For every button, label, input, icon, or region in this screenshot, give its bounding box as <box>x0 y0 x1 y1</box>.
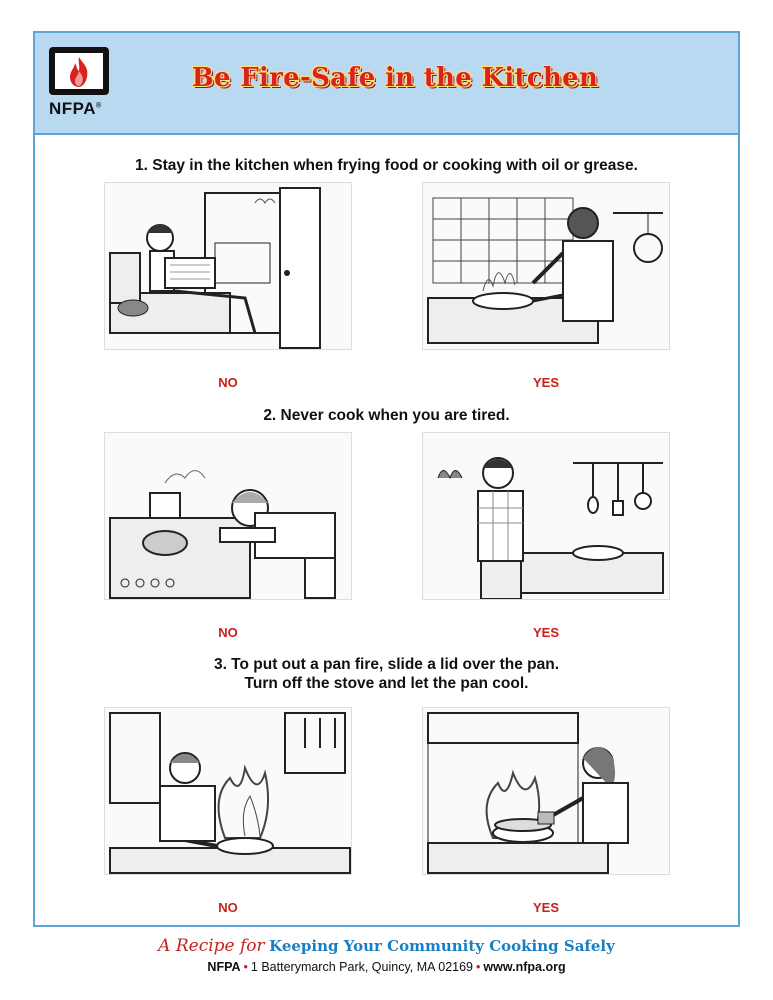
footer-tagline <box>0 936 773 956</box>
footer-tagline-text: Keeping Your Community Cooking Safely <box>269 937 615 955</box>
illustration-step2-yes <box>422 432 670 600</box>
header-banner <box>35 33 738 135</box>
logo-text: NFPA® <box>49 99 102 118</box>
page-title: Be Fire-Safe in the Kitchen <box>191 63 599 93</box>
illustration-step1-no <box>104 182 352 350</box>
nfpa-logo <box>49 47 121 121</box>
footer-website[interactable]: www.nfpa.org <box>483 960 566 974</box>
step-3-text-line2: Turn off the stove and let the pan cool. <box>244 675 529 692</box>
illustration-step3-yes <box>422 707 670 875</box>
verdict-step2-yes: YES <box>532 625 559 640</box>
illustration-step1-yes <box>422 182 670 350</box>
verdict-step3-yes: YES <box>532 900 559 915</box>
verdict-step1-no: NO <box>218 375 238 390</box>
verdict-step1-yes: YES <box>532 375 559 390</box>
bullet-icon: • <box>243 960 248 974</box>
bullet-icon: • <box>476 960 481 974</box>
footer-script: A Recipe for <box>158 936 265 956</box>
illustration-step3-no <box>104 707 352 875</box>
step-3-text-line1: 3. To put out a pan fire, slide a lid over the pan. <box>213 656 560 673</box>
illustration-step2-no <box>104 432 352 600</box>
footer-org: NFPA <box>207 960 241 974</box>
flame-icon <box>65 55 93 89</box>
verdict-step3-no: NO <box>218 900 238 915</box>
verdict-step2-no: NO <box>218 625 238 640</box>
logo-box <box>49 47 109 95</box>
footer-address <box>0 960 773 974</box>
footer-address-text: 1 Batterymarch Park, Quincy, MA 02169 <box>250 960 474 974</box>
step-2-text: 2. Never cook when you are tired. <box>263 407 510 424</box>
step-1-text: 1. Stay in the kitchen when frying food or cooking with oil or grease. <box>135 157 638 174</box>
